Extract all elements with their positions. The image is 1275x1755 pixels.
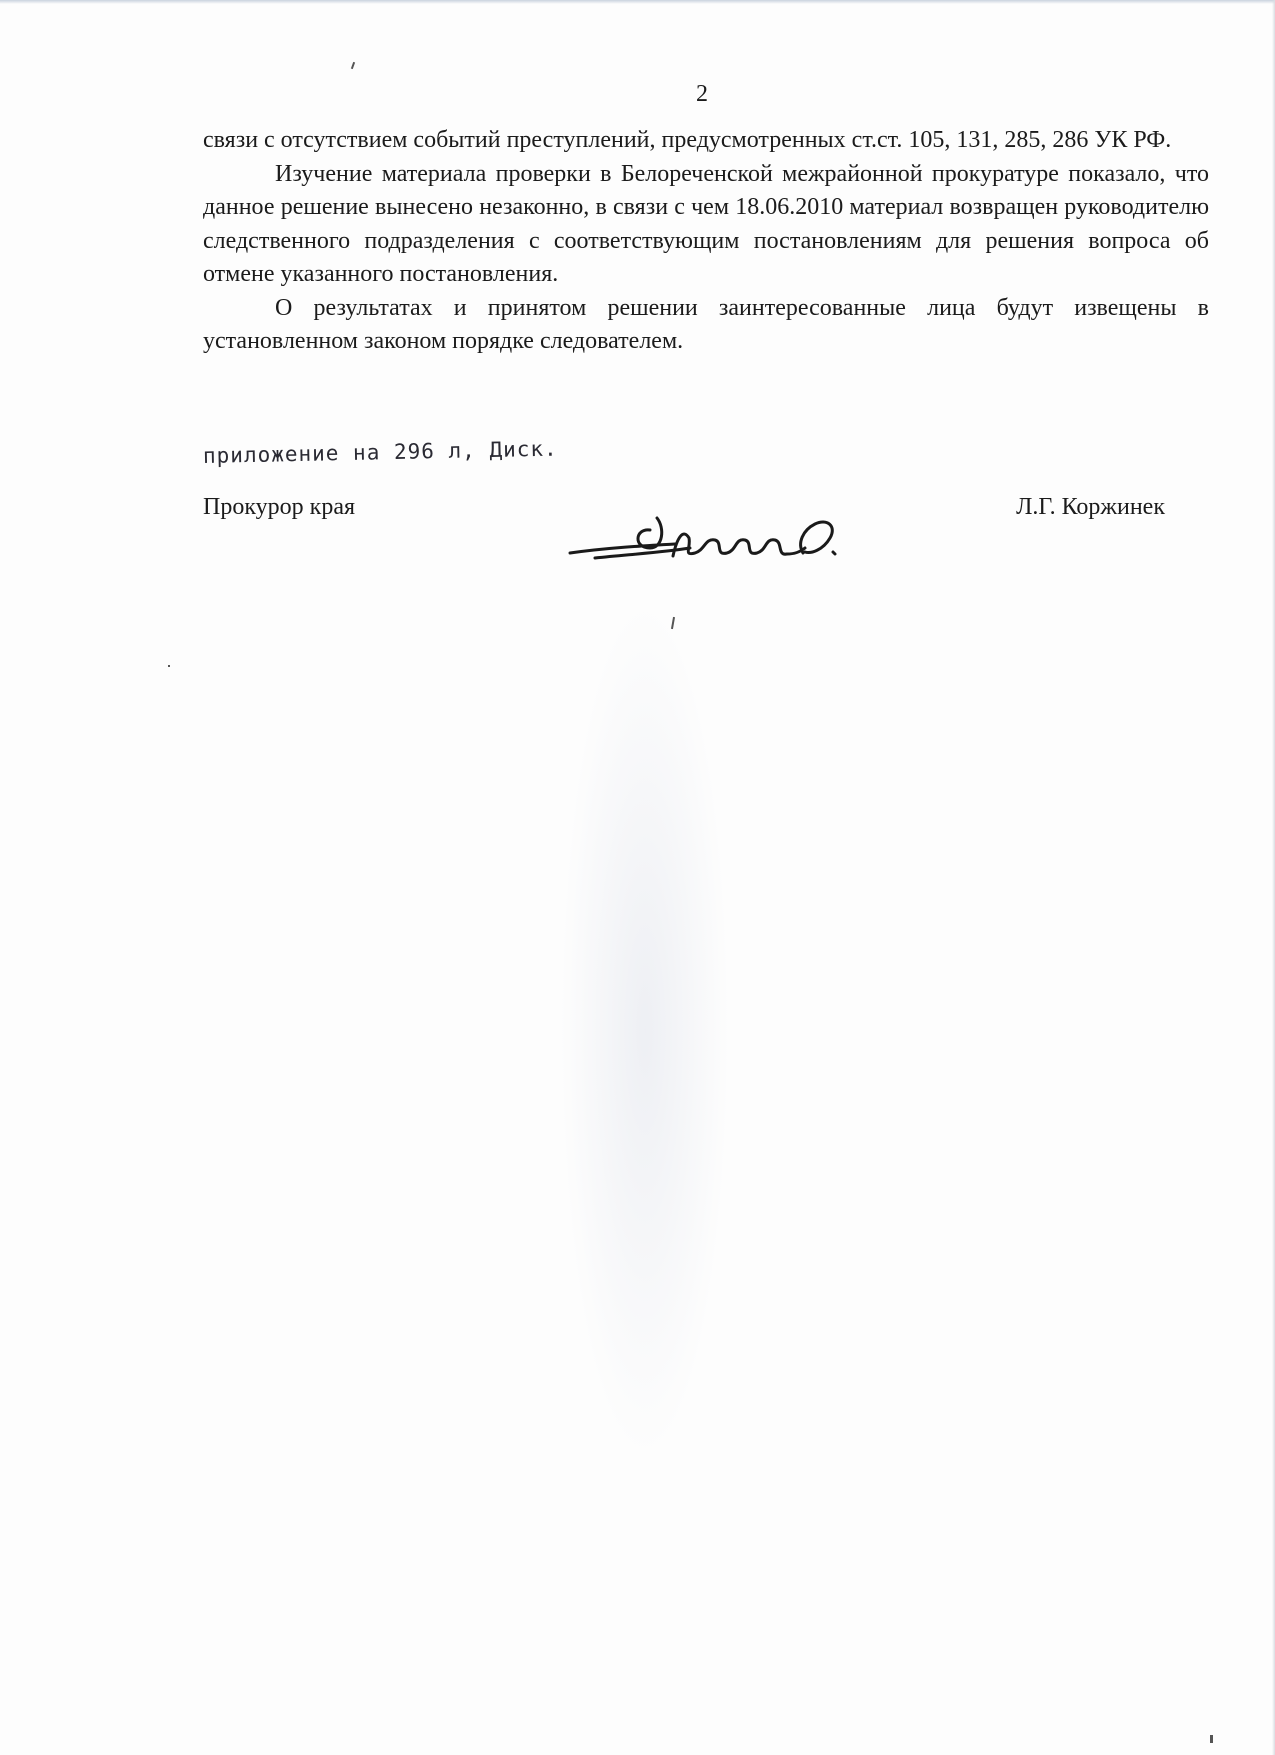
paragraph-inspection-result: Изучение материала проверки в Белореченской межрайонной прокуратуре показало, что данное решение вынесено незаконно, в связи с чем 18.06.2010 материал возвращен руководителю следственного подразделения с соответствующим постановлениям для решения вопроса об отмене указанного постановления. [203, 160, 1209, 287]
signer-title: Прокурор края [203, 494, 356, 520]
scan-edge-top [0, 0, 1275, 4]
scan-speck [168, 665, 170, 667]
scan-speck [1210, 1735, 1213, 1743]
scan-shadow [560, 600, 730, 1460]
scan-speck [351, 62, 355, 69]
page-number: 2 [696, 81, 708, 107]
handwritten-attachment-note: приложение на 296 л, Диск. [202, 436, 558, 468]
handwritten-signature [565, 508, 885, 588]
paragraph-continuation: связи с отсутствием событий преступлений, предусмотренных ст.ст. 105, 131, 285, 286 УК РФ. [203, 127, 1172, 153]
paragraph-notification: О результатах и принятом решении заинтересованные лица будут извещены в установленном законом порядке следователем. [203, 294, 1209, 354]
body-text [203, 124, 1209, 359]
signer-name: Л.Г. Коржинек [1016, 494, 1165, 520]
